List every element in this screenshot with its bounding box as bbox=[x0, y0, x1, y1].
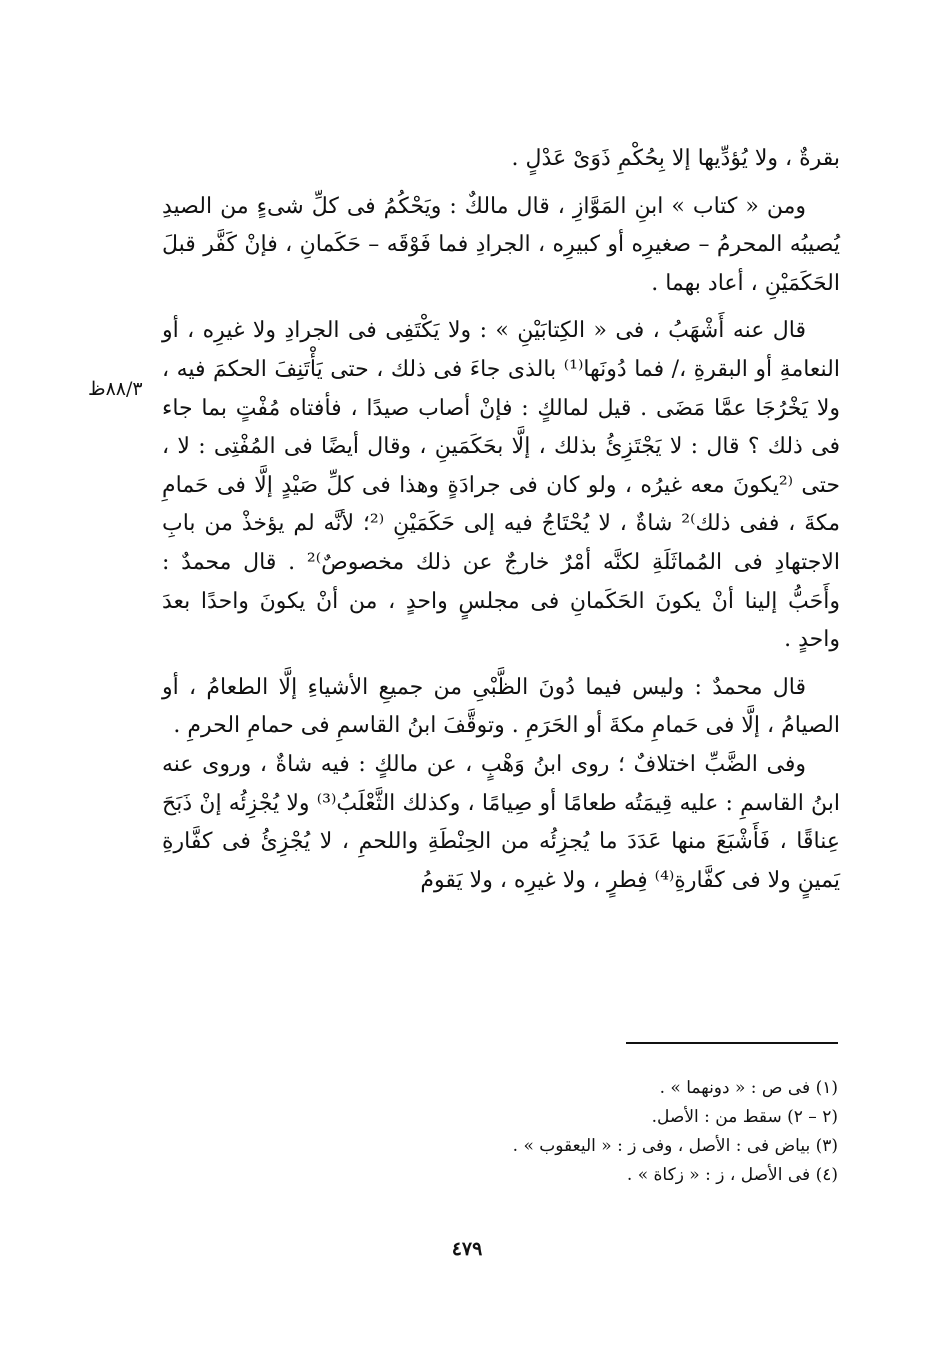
paragraph-1: بقرةٌ ، ولا يُؤدِّيها إلا بِحُكْمِ ذَوَىْ عَدْلٍ . bbox=[511, 146, 840, 171]
paragraph-5: وفى الضَّبِّ اختلافٌ ؛ روى ابنُ وَهْبٍ ، عن مالكٍ : فيه شاةٌ ، وروى عنه ابنُ القاسمِ : عليه قِيمَتُه طعامًا أو صِيامًا ، وكذلك الثَّعْلَبُ⁽³⁾ ولا يُجْزِئُه إنْ ذَبَحَ عِناقًا ، فَأَشْبَعَ منها عَدَدَ ما يُجزِئُه من الحِنْطَةِ واللحمِ ، لا يُجْزِئُ فى كفَّارةِ يَمينٍ ولا فى كفَّارةِ⁽⁴⁾ فِطرٍ ، ولا غيرِه ، ولا يَقومُ bbox=[162, 751, 840, 893]
footnote-4: (٤) فى الأصل ، ز : « زكاة » . bbox=[626, 1165, 838, 1185]
main-text bbox=[162, 140, 840, 900]
page-number: ٤٧٩ bbox=[451, 1238, 483, 1260]
footnote-3: (٣) بياض فى : الأصل ، وفى ز : « اليعقوب » . bbox=[512, 1136, 838, 1156]
footnote-divider bbox=[626, 1042, 838, 1044]
paragraph-4: قال محمدٌ : وليس فيما دُونَ الظَّبْىِ من جميعِ الأشياءِ إلَّا الطعامُ ، أو الصيامُ ، إلَّا فى حَمامِ مكةَ أو الحَرَمِ . وتوقَّفَ ابنُ القاسمِ فى حمامِ الحرمِ . bbox=[162, 674, 840, 739]
paragraph-3: قال عنه أَشْهَبُ ، فى « الكِتابَيْنِ » : ولا يَكْتَفِى فى الجرادِ ولا غيرِه ، أو النعامةِ أو البقرةِ ،/ فما دُونَها⁽¹⁾ بالذى جاءَ فى ذلك ، حتى يَأْتَنِفَ الحكمَ فيه ، ولا يَخْرُجَا عمَّا مَضَى . قيل لمالكٍ : فإنْ أصاب صيدًا ، فأفتاه مُفْتٍ بما جاء فى ذلك ؟ قال : لا يَجْتَزِئُ بذلك ، إلَّا بحَكَمَينِ ، وقال أيضًا فى المُفْتِى : لا ، حتى ⁽²يكونَ معه غيرُه ، ولو كان فى جرادَةٍ وهذا فى كلِّ صَيْدٍ إلَّا فى حَمامِ مكةَ ، ففى ذلك⁾² شاةٌ ، لا يُحْتَاجُ فيه إلى حَكَمَيْنِ ⁽²؛ لأنَّه لم يؤخذْ من بابِ الاجتهادِ فى المُماثَلَةِ لكنَّه أمْرٌ خارجٌ عن ذلك مخصوصٌ⁾² . قال محمدٌ : وأَحَبُّ إلينا أنْ يكونَ الحَكَمانِ فى مجلسٍ واحدٍ ، من أنْ يكونَ واحدًا بعدَ واحدٍ . bbox=[162, 318, 840, 653]
footnote-1: (١) فى ص : « دونهما » . bbox=[659, 1078, 838, 1098]
paragraph-2: ومن « كتاب » ابنِ المَوَّازِ ، قال مالكٌ : ويَحْكُمُ فى كلِّ شىءٍ من الصيدِ يُصيبُه المحرمُ – صغيرِه أو كبيرِه ، الجرادِ فما فَوْقَه – حَكَمانِ ، فإنْ كَفَّر قبلَ الحَكَمَيْنِ ، أعاد بهما . bbox=[162, 193, 840, 296]
footnote-2: (٢ – ٢) سقط من : الأصل. bbox=[651, 1107, 838, 1127]
footnotes bbox=[300, 1074, 838, 1190]
margin-folio-note: ٨٨/٣ظ bbox=[88, 378, 143, 400]
